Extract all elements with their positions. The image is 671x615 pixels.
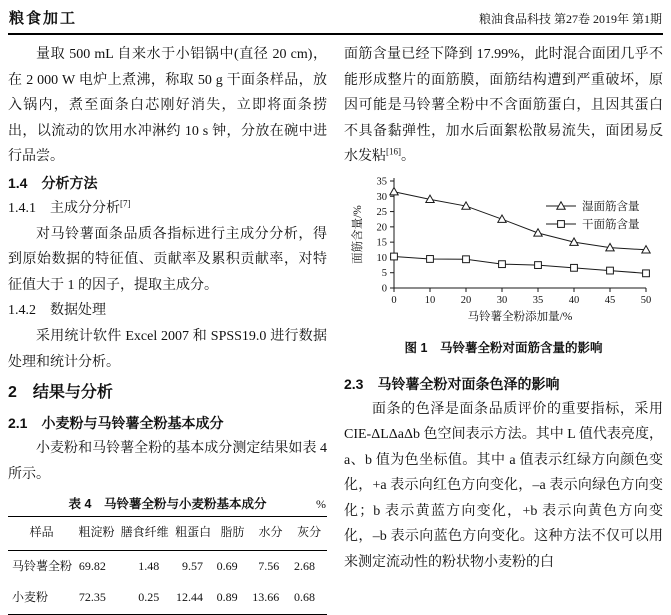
heading-1-4-1-text: 1.4.1 主成分分析 (8, 200, 120, 216)
table4-header-cell: 粗淀粉 (75, 517, 118, 551)
header-journal-info: 粮油食品科技 第27卷 2019年 第1期 (478, 12, 662, 26)
y-tick-label: 20 (376, 221, 387, 233)
table4-cell: 0.25 (138, 590, 160, 604)
right-column (344, 42, 663, 615)
table4-cell: 0.68 (294, 590, 315, 604)
x-tick-label: 0 (390, 294, 397, 306)
x-axis-title: 马铃薯全粉添加量/% (467, 310, 572, 323)
figure1-line-chart (348, 174, 660, 334)
y-tick-label: 35 (376, 176, 387, 187)
data-point-square (462, 255, 469, 262)
x-tick-label: 30 (496, 294, 507, 306)
data-point-square (570, 264, 577, 271)
table4-cell: 小麦粉 (12, 590, 49, 604)
table4-cell: 9.57 (182, 558, 204, 573)
table4-header-cell: 粗蛋白 (171, 517, 215, 551)
y-tick-label: 25 (376, 206, 387, 218)
table4-header-cell: 膳食纤维 (118, 517, 171, 551)
x-tick-label: 50 (640, 294, 651, 306)
two-column-body (8, 35, 663, 615)
table4-cell: 13.66 (252, 590, 280, 604)
figure1-caption: 图 1 马铃薯全粉对面筋含量的影响 (404, 341, 603, 355)
table4-unit-label: % (316, 497, 326, 511)
y-tick-label: 10 (376, 252, 387, 264)
legend-label: 湿面筋含量 (581, 200, 639, 213)
left-column (8, 42, 327, 615)
data-point-triangle (389, 187, 397, 194)
data-point-square (642, 269, 649, 276)
paragraph-gluten-period: 。 (401, 149, 415, 164)
table4-row (8, 550, 327, 582)
table4-cell: 0.69 (216, 558, 238, 573)
heading-2-3-color-effect: 2.3 马铃薯全粉对面条色泽的影响 (344, 375, 560, 392)
heading-1-4-2-data-processing: 1.4.2 数据处理 (8, 303, 106, 318)
table4-header-cell: 水分 (250, 517, 292, 551)
paragraph-pca: 对马铃薯面条品质各指标进行主成分分析，得到原始数据的特征值、贡献率及累积贡献率，对特征值大于 1 的因子，提取主成分。 (8, 226, 327, 293)
table4-header-cell: 样品 (8, 517, 75, 551)
table4-header-cell: 灰分 (291, 517, 327, 551)
y-tick-label: 0 (381, 283, 387, 294)
legend-label: 干面筋含量 (581, 218, 639, 231)
paragraph-data-processing: 采用统计软件 Excel 2007 和 SPSS19.0 进行数据处理和统计分析。 (8, 329, 327, 370)
table4-header-row (8, 517, 327, 551)
table4-cell: 12.44 (176, 590, 204, 604)
paragraph-gluten-text: 面筋含量已经下降到 17.99%，此时混合面团几乎不能形成整片的面筋膜，面筋结构遭到严重破坏，原因可能是马铃薯全粉中不含面筋蛋白，且因其蛋白不具备黏弹性，加水后面絮松散易流失，面团易反水发粘 (344, 47, 663, 164)
x-tick-label: 35 (532, 294, 543, 306)
paragraph-table-intro: 小麦粉和马铃薯全粉的基本成分测定结果如表 4 所示。 (8, 441, 327, 482)
table4-caption (8, 494, 327, 516)
figure1-svg (348, 174, 660, 324)
figure1 (344, 174, 663, 362)
data-point-square (534, 261, 541, 268)
table4-basic-composition (8, 516, 327, 615)
table4-cell: 72.35 (78, 590, 106, 604)
x-tick-label: 20 (460, 294, 471, 306)
table4-cell: 0.89 (216, 590, 238, 604)
paragraph-gluten-content (344, 42, 663, 170)
data-point-square (498, 260, 505, 267)
table4-row (8, 582, 327, 614)
heading-1-4-1-pca (8, 196, 327, 222)
reference-16-superscript: [16] (386, 146, 401, 157)
header-section-label: 粮食加工 (9, 10, 78, 27)
paragraph-color-space: 面条的色泽是面条品质评价的重要指标，采用 CIE-ΔLΔaΔb 色空间表示方法。其中 L 值代表亮度，a、b 值为色坐标值。其中 a 值表示红绿方向颜色变化，+a 表示向红色方向变化，–a 表示向绿色方向变化；b 表示黄蓝方向变化，+b 表示向黄色方向变化，–b 表示向蓝色方向变化。这种方法不仅可以用来测定流动性的粉状物小麦粉的白 (344, 401, 663, 570)
paragraph-cooking-method: 量取 500 mL 自来水于小铝锅中(直径 20 cm)，在 2 000 W 电炉上煮沸，称取 50 g 干面条样品，放入锅内，煮至面条白芯刚好消失，立即将面条捞出，以流动的饮用水冲淋约 10 s 钟，分放在碗中进行品尝。 (8, 47, 327, 164)
heading-1-4-analysis-methods: 1.4 分析方法 (8, 174, 98, 191)
x-tick-label: 10 (424, 294, 435, 306)
data-point-square (606, 267, 613, 274)
table4-body (8, 550, 327, 614)
table4-cell: 2.68 (294, 558, 315, 573)
data-point-triangle (497, 215, 505, 222)
table4-cell: 7.56 (258, 558, 280, 573)
table4-header-cell: 脂肪 (215, 517, 250, 551)
legend-marker-square (557, 220, 564, 227)
y-tick-label: 30 (376, 191, 387, 203)
data-point-square (390, 253, 397, 260)
data-point-triangle (533, 228, 541, 235)
heading-2-results-discussion: 2 结果与分析 (8, 384, 113, 401)
x-tick-label: 40 (568, 294, 579, 306)
table4-cell: 马铃薯全粉 (12, 558, 73, 573)
reference-7-superscript: [7] (120, 197, 131, 208)
y-tick-label: 15 (376, 237, 387, 249)
data-point-square (426, 255, 433, 262)
page-header (8, 3, 663, 35)
table4-caption-text: 表 4 马铃薯全粉与小麦粉基本成分 (68, 497, 267, 511)
x-tick-label: 45 (604, 294, 615, 306)
y-tick-label: 5 (381, 267, 387, 279)
table4-cell: 1.48 (138, 558, 160, 573)
y-axis-title: 面筋含量/% (351, 204, 364, 264)
table4-cell: 69.82 (78, 558, 106, 573)
heading-2-1-basic-composition: 2.1 小麦粉与马铃薯全粉基本成分 (8, 415, 224, 431)
